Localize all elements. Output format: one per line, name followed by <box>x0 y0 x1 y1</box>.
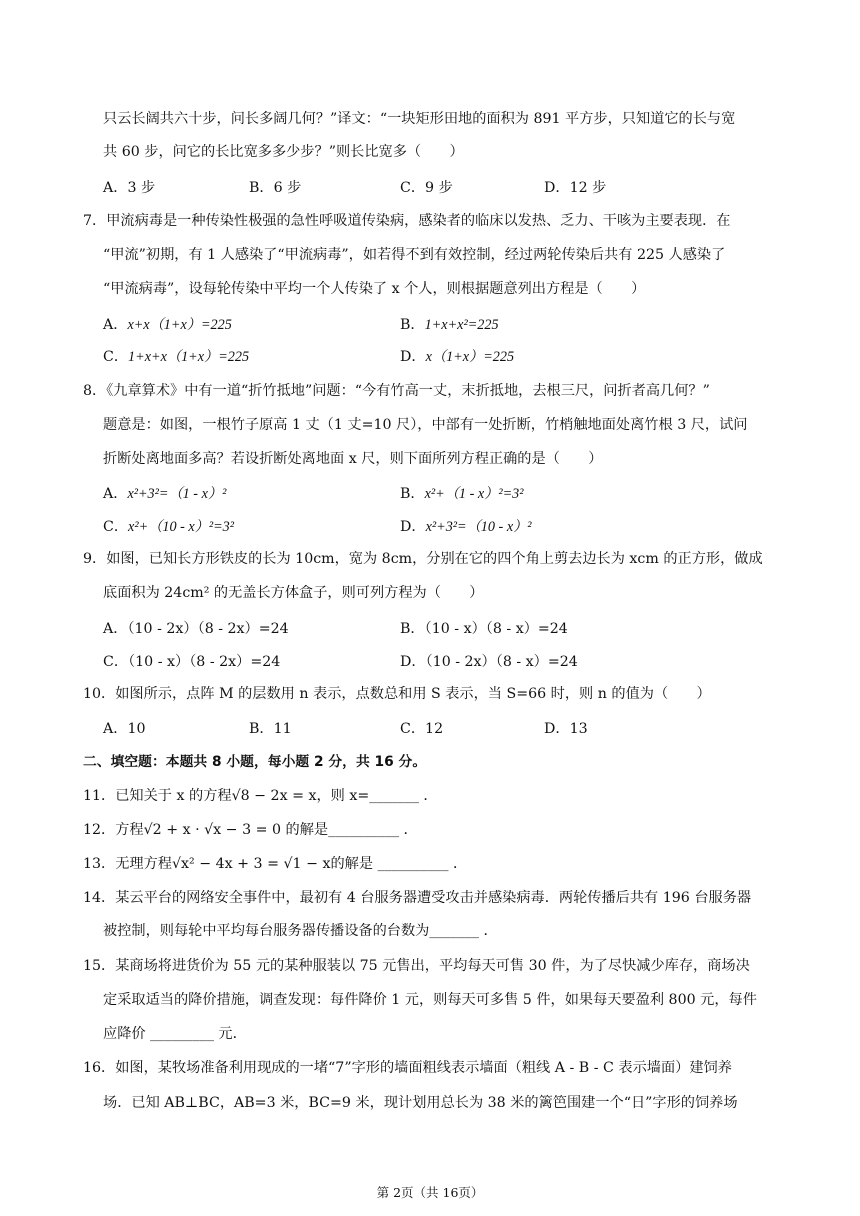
q7-option-d <box>400 346 514 366</box>
option-text: （10 - 2x）（8 - 2x）=24 <box>127 621 289 637</box>
option-text: x（1+x）=225 <box>425 349 515 365</box>
text-line-2: 共 60 步，问它的长比宽多多少步？”则长比宽多（ ） <box>103 144 464 160</box>
q10-option-d <box>544 718 588 738</box>
text-line-21: 16．如图，某牧场准备利用现成的一堵“7”字形的墙面粗线表示墙面（粗线 A - B - C 表示墙面）建饲养 <box>83 1060 732 1076</box>
option-text: 9 步 <box>425 180 453 196</box>
option-text: x+x（1+x）=225 <box>127 317 232 333</box>
q7-option-a <box>103 314 232 334</box>
option-label: B． <box>400 621 425 637</box>
text-line-13: 11．已知关于 x 的方程√8 − 2x = x，则 x=_______ ． <box>83 788 438 804</box>
text-line-11: 10．如图所示，点阵 M 的层数用 n 表示，点数总和用 S 表示，当 S=66 时，则 n 的值为（ ） <box>83 686 711 702</box>
option-text: x²+3²=（10 - x）² <box>425 519 532 535</box>
text-line-9: 9．如图，已知长方形铁皮的长为 10cm，宽为 8cm，分别在它的四个角上剪去边长为 xcm 的正方形，做成 <box>83 551 763 567</box>
option-label: B． <box>249 180 274 196</box>
option-text: x²+（1 - x）²=3² <box>424 486 524 502</box>
option-text: x²+3²=（1 - x）² <box>127 486 227 502</box>
text-line-1: 只云长阔共六十步，问长多阔几何？”译文：“一块矩形田地的面积为 891 平方步，只知道它的长与宽 <box>103 111 736 127</box>
option-label: D． <box>544 721 570 737</box>
text-line-8: 折断处离地面多高？若设折断处离地面 x 尺，则下面所列方程正确的是（ ） <box>103 451 603 467</box>
q9-option-b <box>400 618 568 638</box>
q10-option-b <box>249 718 292 738</box>
text-line-16: 14．某云平台的网络安全事件中，最初有 4 台服务器遭受攻击并感染病毒．两轮传播后共有 196 台服务器 <box>83 890 752 906</box>
text-line-18: 15．某商场将进货价为 55 元的某种服装以 75 元售出，平均每天可售 30 件，为了尽快减少库存，商场决 <box>83 958 750 974</box>
option-label: A． <box>103 486 128 502</box>
q10-option-c <box>400 718 443 738</box>
option-label: A． <box>103 621 128 637</box>
option-label: C． <box>400 180 426 196</box>
option-text: 10 <box>127 721 146 737</box>
text-line-15: 13．无理方程√x² − 4x + 3 = √1 − x的解是 __________ ． <box>83 856 468 872</box>
option-label: C． <box>103 349 129 365</box>
option-label: C． <box>103 654 129 670</box>
option-text: 13 <box>569 721 588 737</box>
option-label: D． <box>400 654 426 670</box>
text-line-20: 应降价 _________ 元． <box>103 1026 247 1042</box>
option-label: C． <box>103 519 129 535</box>
option-text: （10 - x）（8 - x）=24 <box>424 621 568 637</box>
section-heading: 二、填空题：本题共 8 小题，每小题 2 分，共 16 分。 <box>83 754 427 770</box>
q9-option-d <box>400 651 578 671</box>
q6-option-b <box>249 177 301 197</box>
option-label: A． <box>103 721 128 737</box>
text-line-10: 底面积为 24cm² 的无盖长方体盒子，则可列方程为（ ） <box>103 585 484 601</box>
option-text: （10 - 2x）（8 - x）=24 <box>425 654 578 670</box>
q8-option-b <box>400 483 524 503</box>
option-text: 3 步 <box>127 180 156 196</box>
page-footer: 第 2页（共 16页） <box>376 1185 484 1200</box>
q7-option-b <box>400 314 499 334</box>
option-text: （10 - x）（8 - 2x）=24 <box>128 654 281 670</box>
option-label: B． <box>400 486 425 502</box>
q6-option-d <box>544 177 606 197</box>
q8-option-a <box>103 483 226 503</box>
option-label: D． <box>400 519 426 535</box>
option-label: C． <box>400 721 426 737</box>
option-label: A． <box>103 180 128 196</box>
option-label: B． <box>249 721 274 737</box>
option-text: 1+x+x²=225 <box>424 317 499 333</box>
q8-option-c <box>103 516 234 536</box>
text-line-17: 被控制，则每轮中平均每台服务器传播设备的台数为_______ ． <box>103 923 498 939</box>
option-label: D． <box>544 180 570 196</box>
q8-option-d <box>400 516 532 536</box>
q7-option-c <box>103 346 249 366</box>
option-text: 11 <box>273 721 292 737</box>
option-label: D． <box>400 349 426 365</box>
option-text: 12 <box>425 721 444 737</box>
option-label: A． <box>103 317 128 333</box>
option-text: 12 步 <box>569 180 607 196</box>
text-line-3: 7．甲流病毒是一种传染性极强的急性呼吸道传染病，感染者的临床以发热、乏力、干咳为主要表现．在 <box>83 213 731 229</box>
text-line-14: 12．方程√2 + x · √x − 3 = 0 的解是__________ ． <box>83 822 418 838</box>
option-label: B． <box>400 317 425 333</box>
q6-option-a <box>103 177 155 197</box>
q9-option-c <box>103 651 280 671</box>
text-line-19: 定采取适当的降价措施，调查发现：每件降价 1 元，则每天可多售 5 件，如果每天要盈利 800 元，每件 <box>103 992 757 1008</box>
text-line-5: “甲流病毒”，设每轮传染中平均一个人传染了 x 个人，则根据题意列出方程是（ ） <box>103 281 646 297</box>
q9-option-a <box>103 618 289 638</box>
option-text: 6 步 <box>273 180 302 196</box>
q10-option-a <box>103 718 146 738</box>
text-line-4: “甲流”初期，有 1 人感染了“甲流病毒”，如若得不到有效控制，经过两轮传染后共有 225 人感染了 <box>103 247 726 263</box>
text-line-7: 题意是：如图，一根竹子原高 1 丈（1 丈=10 尺），中部有一处折断，竹梢触地面处离竹根 3 尺，试问 <box>103 417 748 433</box>
text-line-22: 场．已知 AB⊥BC，AB=3 米，BC=9 米，现计划用总长为 38 米的篱笆围建一个“日”字形的饲养场 <box>103 1095 738 1111</box>
text-line-6: 8．《九章算术》中有一道“折竹抵地”问题：“今有竹高一丈，末折抵地，去根三尺，问折者高几何？” <box>83 383 710 399</box>
q6-option-c <box>400 177 453 197</box>
option-text: 1+x+x（1+x）=225 <box>128 349 250 365</box>
option-text: x²+（10 - x）²=3² <box>128 519 235 535</box>
